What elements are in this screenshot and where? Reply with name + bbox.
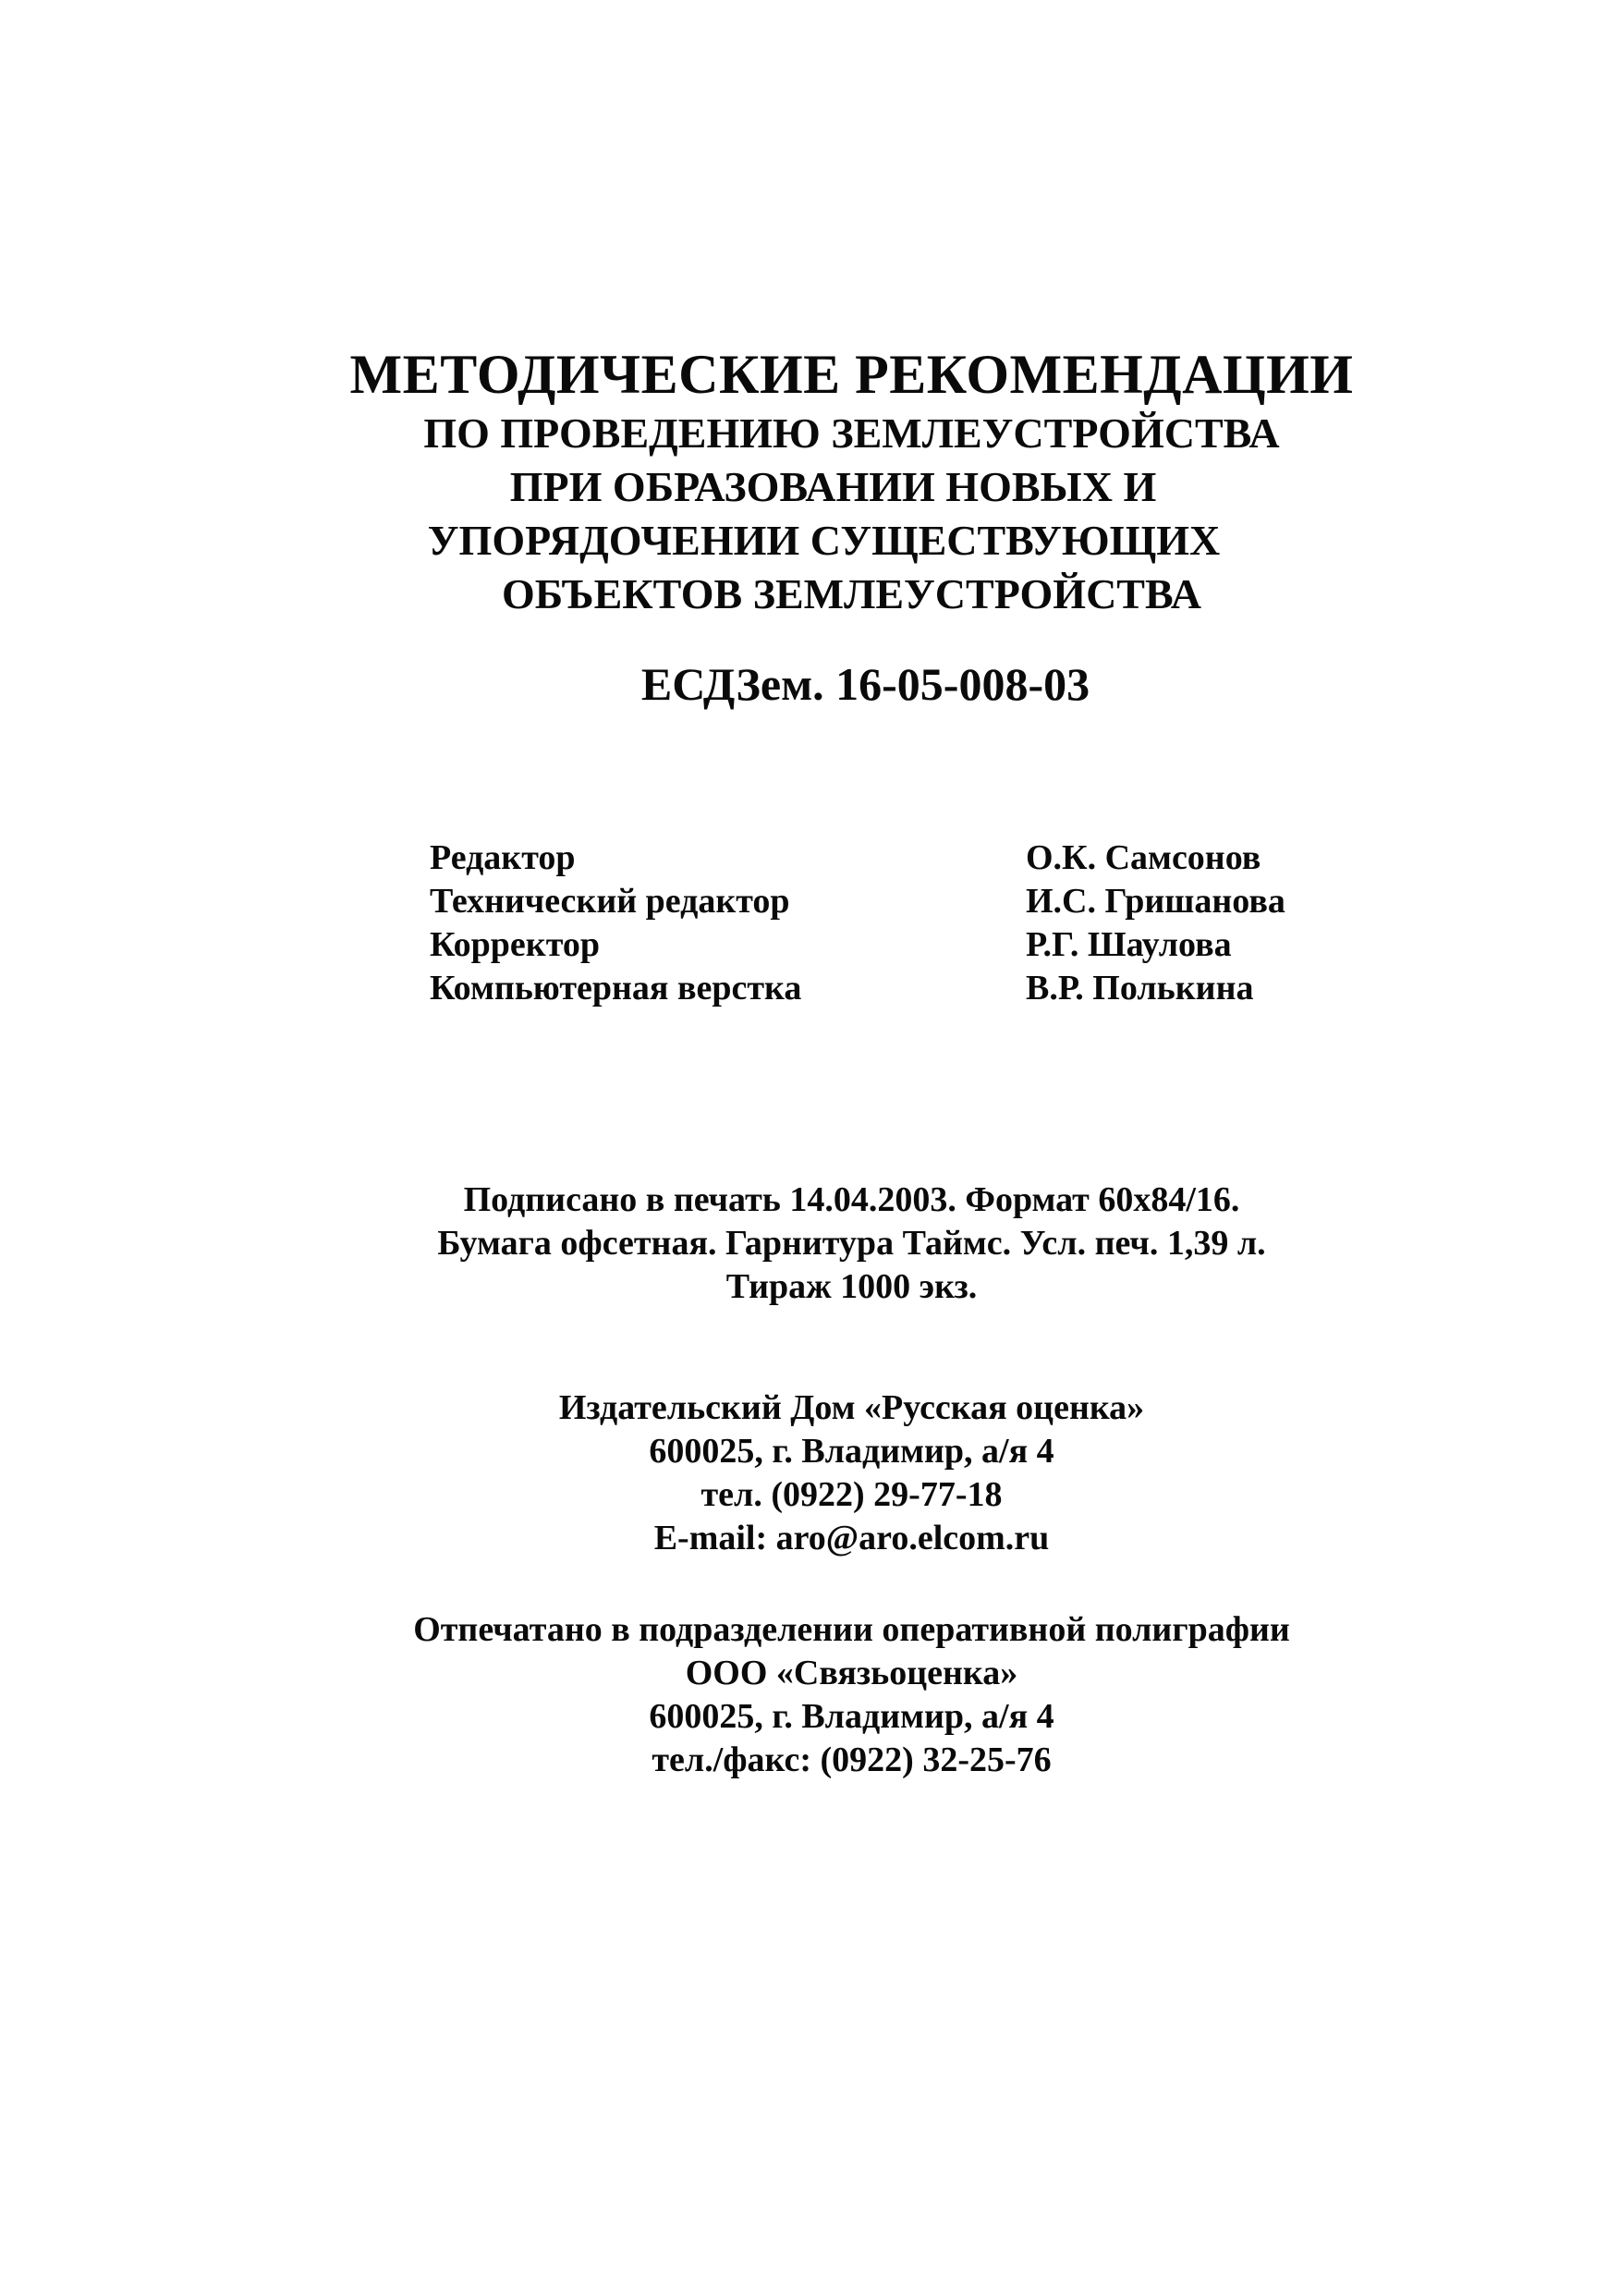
credit-name: Р.Г. Шаулова [1026, 925, 1232, 964]
title-line: ПРИ ОБРАЗОВАНИИ НОВЫХ И [509, 463, 1157, 510]
publisher-name: Издательский Дом «Русская оценка» [558, 1388, 1145, 1427]
publisher-block [0, 1386, 1620, 1560]
imprint-line: Подписано в печать 14.04.2003. Формат 60х84/16. [463, 1180, 1240, 1219]
title-line: ОБЪЕКТОВ ЗЕМЛЕУСТРОЙСТВА [501, 570, 1201, 617]
publisher-address: 600025, г. Владимир, а/я 4 [649, 1432, 1054, 1471]
imprint-block [0, 1179, 1620, 1309]
title-block [0, 342, 1620, 621]
credit-name: И.С. Гришанова [1026, 882, 1285, 921]
credits-list [430, 837, 1354, 1010]
credit-row [430, 967, 1354, 1010]
printer-address: 600025, г. Владимир, а/я 4 [649, 1697, 1054, 1736]
title-line: УПОРЯДОЧЕНИИ СУЩЕСТВУЮЩИХ [427, 517, 1221, 564]
publisher-phone: тел. (0922) 29-77-18 [700, 1475, 1003, 1514]
printer-name: ООО «Связьоценка» [685, 1654, 1018, 1692]
publisher-email: E-mail: aro@aro.elcom.ru [653, 1519, 1050, 1557]
imprint-line: Бумага офсетная. Гарнитура Таймс. Усл. печ. 1,39 л. [437, 1224, 1266, 1263]
credit-role: Корректор [430, 925, 600, 964]
page-title: МЕТОДИЧЕСКИЕ РЕКОМЕНДАЦИИ [349, 344, 1354, 405]
printer-phone: тел./факс: (0922) 32-25-76 [652, 1740, 1052, 1779]
credit-row [430, 923, 1354, 967]
document-code: ЕСДЗем. 16-05-008-03 [640, 658, 1090, 710]
printer-block [0, 1608, 1620, 1782]
credit-row [430, 837, 1354, 880]
credit-row [430, 880, 1354, 923]
imprint-line: Тираж 1000 экз. [725, 1267, 978, 1306]
title-line: ПО ПРОВЕДЕНИЮ ЗЕМЛЕУСТРОЙСТВА [423, 409, 1280, 457]
credit-role: Технический редактор [430, 882, 790, 921]
credit-name: В.Р. Полькина [1026, 969, 1254, 1008]
credit-role: Редактор [430, 838, 576, 877]
credit-role: Компьютерная верстка [430, 969, 802, 1008]
printer-line: Отпечатано в подразделении оперативной полиграфии [413, 1610, 1290, 1649]
credit-name: О.К. Самсонов [1026, 838, 1261, 877]
